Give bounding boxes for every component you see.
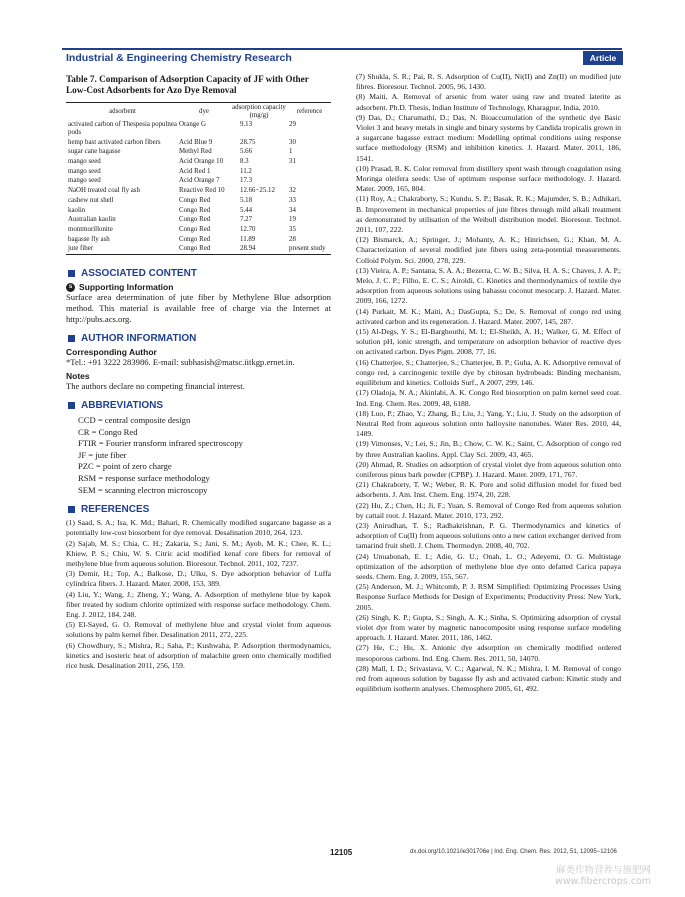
author-info-heading: AUTHOR INFORMATION xyxy=(66,333,331,344)
col-header-adsorbent: adsorbent xyxy=(109,107,136,115)
reference-item: (17) Oladoja, N. A.; Akinlabi, A. K. Congo Red biosorption on palm kernel seed coat. Ind. Eng. Chem. Res. 2009, 48, 6188. xyxy=(356,388,621,408)
table-row xyxy=(66,176,331,186)
supporting-info-text: Surface area determination of jute fiber by Methylene Blue adsorption method. This material is available free of charge via the Internet at http://pubs.acs.org. xyxy=(66,292,331,325)
table-row xyxy=(66,186,331,196)
cell-reference: 29 xyxy=(289,121,296,129)
associated-content-heading: ASSOCIATED CONTENT xyxy=(66,268,331,279)
col-header-reference: reference xyxy=(296,107,323,115)
header-rule xyxy=(62,48,622,50)
cell-capacity: 12.70 xyxy=(240,225,256,233)
journal-title: Industrial & Engineering Chemistry Research xyxy=(66,52,292,64)
cell-dye: Acid Orange 10 xyxy=(179,158,224,166)
abbreviation-item: PZC = point of zero charge xyxy=(78,461,172,472)
cell-adsorbent: hemp bast activated carbon fibers xyxy=(68,138,161,146)
reference-item: (11) Roy, A.; Chakraborty, S.; Kundu, S. P.; Basak, R. K.; Majumder, S. B.; Adhikari, B. Improvement in mechanical properties of jute fibres through mild alkali treatment as demonstrated by utilisation of the Weibull distribution model. Bioresour. Technol. 2011, 107, 222. xyxy=(356,194,621,235)
cell-adsorbent: NaOH treated coal fly ash xyxy=(68,187,140,195)
table-row xyxy=(66,157,331,167)
cell-capacity: 5.18 xyxy=(240,196,253,204)
cell-reference: 19 xyxy=(289,216,296,224)
cell-reference: 32 xyxy=(289,187,296,195)
cell-reference: 33 xyxy=(289,196,296,204)
watermark: 麻类作物营养与施肥网 www.fibercrops.com xyxy=(555,865,652,887)
reference-item: (26) Singh, K. P.; Gupta, S.; Singh, A. K.; Sinha, S. Optimizing adsorption of crystal violet dye from water by magnetic nanocomposite using response surface modeling approach. J. Hazard. Mater. 2011, 186, 1462. xyxy=(356,612,621,643)
reference-item: (21) Chakraborty, T. W.; Weber, R. K. Pore and solid diffusion model for fixed bed adsorbents. J. Am. Inst. Chem. Eng. 1974, 20, 228. xyxy=(356,480,621,500)
cell-reference xyxy=(288,167,331,177)
cell-dye: Congo Red xyxy=(179,225,211,233)
reference-item: (15) Al-Degs, Y. S.; El-Barghouthi, M. I.; El-Sheikh, A. H.; Walker, G. M. Effect of solution pH, ionic strength, and temperature on adsorption behavior of reactive dyes on activated carbon. Dyes Pigm. 2008, 77, 16. xyxy=(356,327,621,357)
references-heading: REFERENCES xyxy=(66,504,331,515)
reference-item: (25) Anderson, M. J.; Whitcomb, P. J. RSM Simplified: Optimizing Processes Using Response Surface Methods for Design of Experiments; Productivity Press: New York, 2005. xyxy=(356,582,621,612)
notes-text: The authors declare no competing financial interest. xyxy=(66,381,245,392)
reference-list-right xyxy=(356,72,621,694)
reference-item: (16) Chatterjee, S.; Chatterjee, S.; Chatterjee, B. P.; Guha, A. K. Adsorptive removal of congo red, a carcinogenic textile dye by chitosan hydrobeads: Binding mechanism, equilibrium and kinetics. Colloids Surf., A 2007, 299, 146. xyxy=(356,357,621,388)
reference-item: (24) Unuabonah, E. I.; Adie, G. U.; Onah, L. O.; Adeyemi, O. G. Multistage optimization of the adsorption of methylene blue dye onto defatted Carica papaya seeds. Chem. Eng. J. 2009, 155, 567. xyxy=(356,551,621,581)
reference-item: (1) Saad, S. A.; Isa, K. Md.; Bahari, R. Chemically modified sugarcane bagasse as a potentially low-cost biosorbent for dye removal. Desalination 2010, 264, 123. xyxy=(66,518,331,538)
table-row xyxy=(66,225,331,235)
reference-item: (23) Anirudhan, T. S.; Radhakrishnan, P. G. Thermodynamics and kinetics of adsorption of Cu(II) from aqueous solutions onto a new cation exchanger derived from tamarind fruit shell. J. Chem. Thermodyn. 2008, 40, 702. xyxy=(356,520,621,551)
cell-capacity: 28.75 xyxy=(240,138,256,146)
reference-item: (7) Shukla, S. R.; Pai, R. S. Adsorption of Cu(II), Ni(II) and Zn(II) on modified jute fibres. Bioresour. Technol. 2005, 96, 1430. xyxy=(356,72,621,92)
reference-item: (20) Ahmad, R. Studies on adsorption of crystal violet dye from aqueous solution onto coniferous pinus bark powder (CPBP). J. Hazard. Mater. 2009, 171, 767. xyxy=(356,459,621,479)
reference-item: (19) Vimonses, V.; Lei, S.; Jin, B.; Chow, C. W. K.; Saint, C. Adsorption of congo red by three Australian kaolins. Appl. Clay Sci. 2009, 43, 465. xyxy=(356,439,621,459)
cell-dye: Orange G xyxy=(179,121,206,129)
notes-heading: Notes xyxy=(66,371,90,382)
cell-capacity: 7.27 xyxy=(240,216,253,224)
cell-dye: Congo Red xyxy=(179,206,211,214)
page-number: 12105 xyxy=(330,848,353,857)
table-row xyxy=(66,196,331,206)
adsorption-table xyxy=(66,103,331,254)
col-header-dye: dye xyxy=(199,107,209,115)
doi-citation: dx.doi.org/10.1021/ie301706e | Ind. Eng. Chem. Res. 2012, 51, 12095−12106 xyxy=(410,849,617,855)
cell-dye: Congo Red xyxy=(179,245,211,253)
cell-capacity: 11.89 xyxy=(240,235,256,243)
cell-reference: 30 xyxy=(289,138,296,146)
reference-item: (27) He, C.; Hu, X. Anionic dye adsorption on chemically modified ordered mesoporous carbons. Ind. Eng. Chem. Res. 2011, 50, 14070. xyxy=(356,643,621,663)
cell-adsorbent: Australian kaolin xyxy=(68,216,116,224)
cell-adsorbent: montmorillonite xyxy=(68,225,113,233)
corresponding-author-heading: Corresponding Author xyxy=(66,347,157,358)
cell-dye: Congo Red xyxy=(179,235,211,243)
reference-list-left xyxy=(66,518,331,671)
reference-item: (4) Liu, Y.; Wang, J.; Zheng, Y.; Wang, A. Adsorption of methylene blue by kapok fiber treated by sodium chlorite optimized with response surface methodology. Chem. Eng. J. 2012, 184, 248. xyxy=(66,589,331,620)
cell-reference: present study xyxy=(289,245,326,253)
table-row xyxy=(66,235,331,245)
table-row xyxy=(66,206,331,216)
reference-item: (3) Demir, H.; Top, A.; Balkose, D.; Ulku, S. Dye adsorption behavior of Luffa cylindrica fibers. J. Hazard. Mater. 2008, 153, 389. xyxy=(66,569,331,589)
cell-adsorbent: bagasse fly ash xyxy=(68,235,110,243)
reference-item: (18) Luo, P.; Zhao, Y.; Zhang, B.; Liu, J.; Yang, Y.; Liu, J. Study on the adsorption of Neutral Red from aqueous solution onto halloysite nanotubes. Water Res. 2010, 44, 1489. xyxy=(356,408,621,439)
cell-capacity: 11.2 xyxy=(240,167,252,175)
abbreviation-item: CR = Congo Red xyxy=(78,426,138,437)
cell-dye: Acid Red 1 xyxy=(179,167,211,175)
cell-dye: Acid Blue 9 xyxy=(179,138,213,146)
cell-capacity: 9.13 xyxy=(240,121,253,129)
supporting-info-heading: s Supporting Information xyxy=(66,282,331,292)
cell-adsorbent: jute fiber xyxy=(68,245,94,253)
reference-item: (6) Chowdhury, S.; Mishra, R.; Saha, P.; Kushwaha, P. Adsorption thermodynamics, kinetics and isosteric heat of adsorption of malachite green onto chemically modified rice husk. Desalination 2011, 256, 159. xyxy=(66,640,331,671)
cell-dye: Reactive Red 10 xyxy=(179,187,225,195)
right-column xyxy=(356,72,621,694)
cell-dye: Congo Red xyxy=(179,196,211,204)
reference-item: (2) Sajab, M. S.; Chia, C. H.; Zakaria, S.; Jani, S. M.; Ayob, M. K.; Chee, K. L.; Khiew, P. S.; Chiu, W. S. Citric acid modified kenaf core fibers for removal of methylene blue from aqueous solution. Bioresour. Technol. 2011, 102, 7237. xyxy=(66,538,331,569)
reference-item: (28) Mall, I. D.; Srivastava, V. C.; Agarwal, N. K.; Mishra, I. M. Removal of congo red from aqueous solution by bagasse fly ash and activated carbon: Kinetic study and equilibrium isotherm analyses. Chemosphere 2005, 61, 492. xyxy=(356,663,621,694)
cell-adsorbent: sugar cane bagasse xyxy=(68,148,121,156)
table-row xyxy=(66,147,331,157)
table-body xyxy=(66,120,331,254)
table-row xyxy=(66,138,331,148)
abbreviations-heading: ABBREVIATIONS xyxy=(66,400,331,411)
cell-adsorbent: kaolin xyxy=(68,206,86,214)
cell-reference: 31 xyxy=(289,158,296,166)
cell-capacity: 5.66 xyxy=(240,148,253,156)
cell-dye: Congo Red xyxy=(179,216,211,224)
reference-item: (14) Purkait, M. K.; Maiti, A.; DasGupta, S.; De, S. Removal of congo red using activated carbon and its regeneration. J. Hazard. Mater. 2007, 145, 287. xyxy=(356,306,621,326)
cell-adsorbent: cashew nut shell xyxy=(68,196,114,204)
cell-reference: 35 xyxy=(289,225,296,233)
table-header-row xyxy=(66,103,331,120)
abbreviation-item: FTIR = Fourier transform infrared spectroscopy xyxy=(78,438,243,449)
abbreviation-item: JF = jute fiber xyxy=(78,449,127,460)
abbreviation-list xyxy=(66,415,331,496)
cell-reference: 34 xyxy=(289,206,296,214)
cell-capacity: 28.94 xyxy=(240,245,256,253)
table-bottom-rule xyxy=(66,254,331,255)
cell-reference xyxy=(288,176,331,186)
cell-dye: Methyl Red xyxy=(179,148,212,156)
section-square-icon xyxy=(68,402,75,409)
reference-item: (12) Bismarck, A.; Springer, J.; Mohanty, A. K.; Hinrichsen, G.; Khan, M. A. Characterization of several modified jute fibers using zeta-potential measurements. Colloid Polym. Sci. 2000, 278, 229. xyxy=(356,235,621,265)
cell-dye: Acid Orange 7 xyxy=(179,177,220,185)
left-column xyxy=(66,74,331,671)
table-row xyxy=(66,244,331,254)
reference-item: (10) Prasad, R. K. Color removal from distillery spent wash through coagulation using Moringa oleifera seeds: Use of optimum response surface methodology. J. Hazard. Mater. 2009, 165, 804. xyxy=(356,163,621,194)
table-row xyxy=(66,167,331,177)
cell-adsorbent: mango seed xyxy=(68,167,101,175)
abbreviation-item: SEM = scanning electron microscopy xyxy=(78,484,208,495)
cell-adsorbent: activated carbon of Thespesia populnea pods xyxy=(68,121,177,136)
abbreviation-item: CCD = central composite design xyxy=(78,415,191,426)
cell-capacity: 5.44 xyxy=(240,206,253,214)
cell-adsorbent: mango seed xyxy=(68,177,101,185)
table-row xyxy=(66,120,331,137)
reference-item: (22) Hu, Z.; Chen, H.; Ji, F.; Yuan, S. Removal of Congo Red from aqueous solution by cattail root. J. Hazard. Mater. 2010, 173, 292. xyxy=(356,500,621,520)
abbreviation-item: RSM = response surface methodology xyxy=(78,473,210,484)
cell-reference: 1 xyxy=(289,148,293,156)
reference-item: (5) El-Sayed, G. O. Removal of methylene blue and crystal violet from aqueous solutions by palm kernel fiber. Desalination 2011, 272, 225. xyxy=(66,620,331,640)
cell-adsorbent: mango seed xyxy=(68,158,101,166)
reference-item: (9) Das, D.; Charumathi, D.; Das, N. Bioaccumulation of the synthetic dye Basic Violet 3 and heavy metals in single and binary systems by Candida tropicalis grown in a sugarcane bagasse extract medium: Modelling optimal conditions using response surface methodology (RSM) and inhibition kinetics. J. Hazard. Mater. 2011, 186, 1541. xyxy=(356,112,621,163)
cell-capacity: 17.3 xyxy=(240,177,253,185)
col-header-capacity: adsorption capacity (mg/g) xyxy=(232,103,286,119)
reference-item: (8) Maiti, A. Removal of arsenic from water using raw and treated laterite as adsorbent. Ph.D. Thesis, Indian Institute of Technology, Kharagpur, India, 2010. xyxy=(356,92,621,112)
article-type-tag: Article xyxy=(583,51,623,65)
supporting-info-icon: s xyxy=(66,283,75,292)
cell-capacity: 12.66−25.12 xyxy=(240,187,275,195)
table-title: Table 7. Comparison of Adsorption Capacity of JF with Other Low-Cost Adsorbents for Azo Dye Removal xyxy=(66,74,309,96)
reference-item: (13) Vieira, A. P.; Santana, S. A. A.; Bezerra, C. W. B.; Silva, H. A. S.; Chaves, J. A. P.; Melo, J. C. P.; Filho, E. C. S.; Airoldi, C. Kinetics and thermodynamics of textile dye adsorption from aqueous solutions using babassu coconut mesocarp. J. Hazard. Mater. 2009, 166, 1272. xyxy=(356,265,621,306)
section-square-icon xyxy=(68,335,75,342)
table-row xyxy=(66,215,331,225)
section-square-icon xyxy=(68,506,75,513)
corresponding-author-text: *Tel.: +91 3222 283986. E-mail: subhasish@matsc.iitkgp.ernet.in. xyxy=(66,357,295,368)
cell-reference: 28 xyxy=(289,235,296,243)
cell-capacity: 8.3 xyxy=(240,158,249,166)
section-square-icon xyxy=(68,270,75,277)
